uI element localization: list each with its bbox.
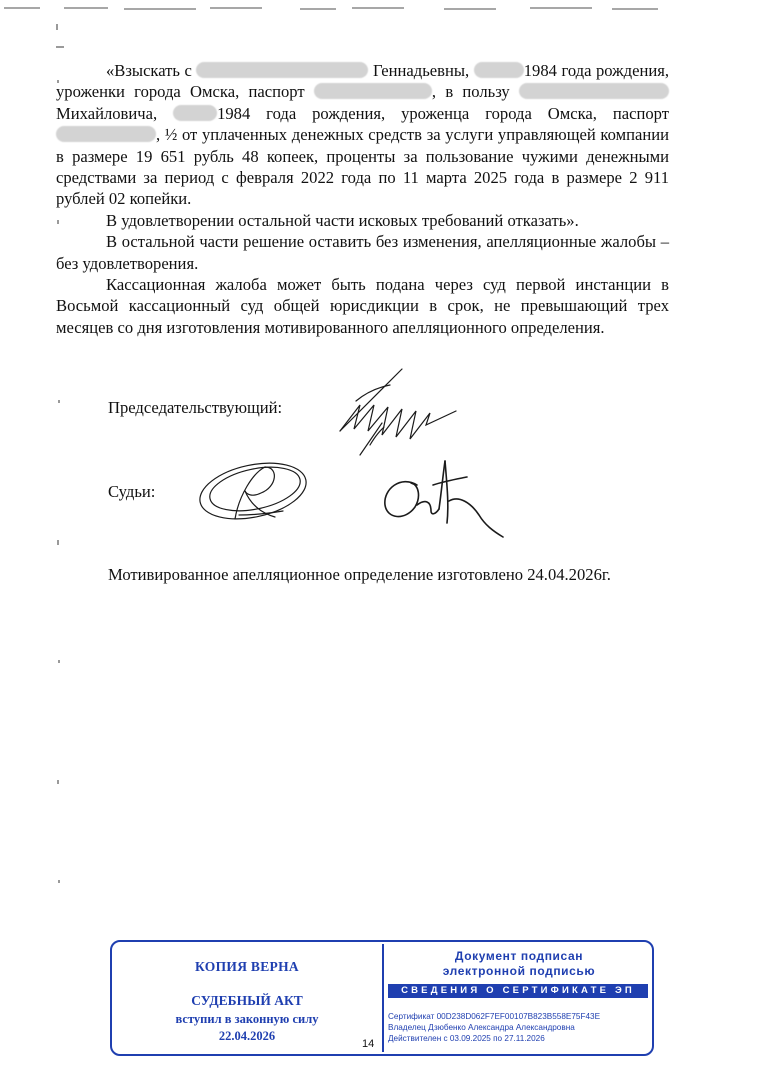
certificate-owner: Владелец Дзюбенко Александра Александровна xyxy=(388,1023,575,1032)
redacted-date xyxy=(474,62,524,78)
judge-signature-1 xyxy=(195,455,315,535)
cassation-paragraph: Кассационная жалоба может быть подана через суд первой инстанции в Восьмой кассационный суд общей юрисдикции в срок, не превышающий трех месяцев со дня изготовления мотивированного апелляционного определения. xyxy=(56,275,669,337)
certificate-info-bar: СВЕДЕНИЯ О СЕРТИФИКАТЕ ЭП xyxy=(388,984,648,998)
redacted-date xyxy=(173,105,217,121)
copy-true-label: КОПИЯ ВЕРНА xyxy=(195,959,299,974)
presiding-judge-label: Председательствующий: xyxy=(108,398,283,417)
copy-certification-block xyxy=(112,942,382,1054)
stamp-divider xyxy=(382,944,384,1052)
in-force-date: 22.04.2026 xyxy=(218,1029,276,1043)
appeal-result-paragraph: В остальной части решение оставить без изменения, апелляционные жалобы – без удовлетворения. xyxy=(56,232,669,273)
redacted-passport xyxy=(56,126,156,142)
operative-paragraph: «Взыскать с Геннадьевны, 1984 года рождения, уроженки города Омска, паспорт , в пользу Михайловича, 1984 года рождения, уроженца города Омска, паспорт , ½ от уплаченных денежных средств за услуги управляющей компании в размере 19 651 рубль 48 копеек, проценты за пользование чужими денежными средствами за период с февраля 2022 года по 11 марта 2025 года в размере 2 911 рублей 02 копейки. xyxy=(56,61,669,209)
judge-signature-2 xyxy=(375,455,525,545)
scan-edge-artifact xyxy=(0,0,762,20)
presiding-judge-signature xyxy=(330,365,470,465)
e-signature-title-line1: Документ подписан xyxy=(454,949,584,963)
redacted-name xyxy=(519,83,669,99)
certification-stamp xyxy=(110,940,654,1056)
in-force-label: вступил в законную силу xyxy=(175,1012,319,1026)
document-body xyxy=(56,60,669,338)
redacted-name xyxy=(196,62,368,78)
final-note: Мотивированное апелляционное определение изготовлено 24.04.2026г. xyxy=(108,565,611,584)
certificate-number: Сертификат 00D238D062F7EF00107B823B558E75F43E xyxy=(388,1012,601,1021)
refusal-paragraph: В удовлетворении остальной части исковых требований отказать». xyxy=(106,210,579,230)
redacted-passport xyxy=(314,83,432,99)
e-signature-block xyxy=(386,942,652,1054)
court-act-label: СУДЕБНЫЙ АКТ xyxy=(191,993,303,1008)
e-signature-title-line2: электронной подписью xyxy=(442,964,596,978)
e-signature-title xyxy=(386,949,652,979)
certificate-validity: Действителен с 03.09.2025 по 27.11.2026 xyxy=(388,1034,545,1043)
page-number: 14 xyxy=(362,1038,375,1050)
judges-label: Судьи: xyxy=(108,482,156,501)
